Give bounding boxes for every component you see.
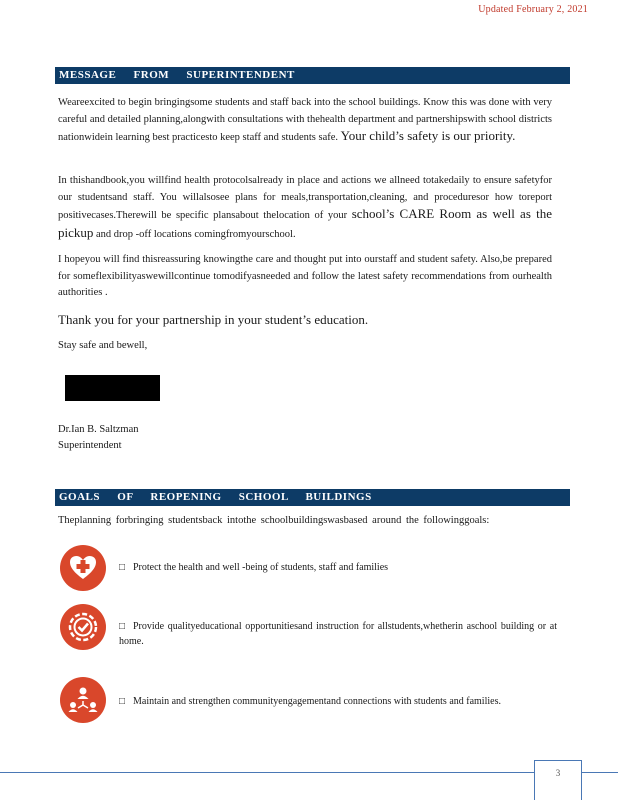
health-cross-icon xyxy=(60,545,106,591)
bullet-icon: □ xyxy=(119,696,126,707)
message-section-header: MESSAGE FROM SUPERINTENDENT xyxy=(55,67,570,84)
paragraph-2-tail: and drop -off locations comingfromyourschool. xyxy=(96,228,296,240)
updated-date: Updated February 2, 2021 xyxy=(478,4,588,15)
goal-3-text: Maintain and strengthen communityengagementand connections with students and families. xyxy=(133,696,501,707)
goal-2-text: Provide qualityeducational opportunitiesand instruction for allstudents,whetherin aschool building or at home. xyxy=(119,621,557,647)
paragraph-1-text: Weareexcited to begin bringingsome students and staff back into the school buildings. Know this was done with very careful and detailed planning,alongwith consultations with thehealth department and partnershipswith school districts nationwidein learning best practicesto keep staff and students safe. xyxy=(58,97,552,143)
paragraph-2-text: In thishandbook,you willfind health protocolsalready in place and actions we allneed totakedaily to ensure safetyfor our studentsand staff. You willalsosee plans for meals,transportation,cleaning, and proceduresor how toreport positivecases.Therewill be specific plansabout thelocation of your xyxy=(58,175,552,221)
closing-line: Stay safe and bewell, xyxy=(58,340,148,351)
signer-title: Superintendent xyxy=(58,440,122,451)
bullet-icon: □ xyxy=(119,562,126,573)
quality-badge-icon xyxy=(60,604,106,650)
community-network-icon xyxy=(60,677,106,723)
goals-intro: Theplanning forbringing studentsback intothe schoolbuildingswasbased around the followinggoals: xyxy=(58,515,490,526)
goal-item-1 xyxy=(119,560,557,575)
page-number-tab xyxy=(534,760,582,800)
message-paragraph-2 xyxy=(58,173,552,243)
redacted-signature xyxy=(65,375,160,401)
message-paragraph-1 xyxy=(58,95,552,147)
goal-1-text: Protect the health and well -being of students, staff and families xyxy=(133,562,389,573)
thanks-line: Thank you for your partnership in your student’s education. xyxy=(58,312,369,327)
care-room-text: school’s CARE Room as well as the pickup xyxy=(58,206,552,240)
footer-divider xyxy=(0,772,618,773)
safety-priority-text: Your child’s safety is our priority. xyxy=(340,128,516,143)
signer-name: Dr.Ian B. Saltzman xyxy=(58,424,139,435)
goal-item-3 xyxy=(119,694,557,709)
page-number: 3 xyxy=(555,768,561,778)
goals-section-header: GOALS OF REOPENING SCHOOL BUILDINGS xyxy=(55,489,570,506)
bullet-icon: □ xyxy=(119,621,126,632)
goal-item-2 xyxy=(119,619,557,649)
message-paragraph-3: I hopeyou will find thisreassuring knowingthe care and thought put into ourstaff and student safety. Also,be prepared for someflexibilityaswewillcontinue tomodifyasneeded and follow the latest safety recommendations from ourhealth authorities . xyxy=(58,254,552,298)
